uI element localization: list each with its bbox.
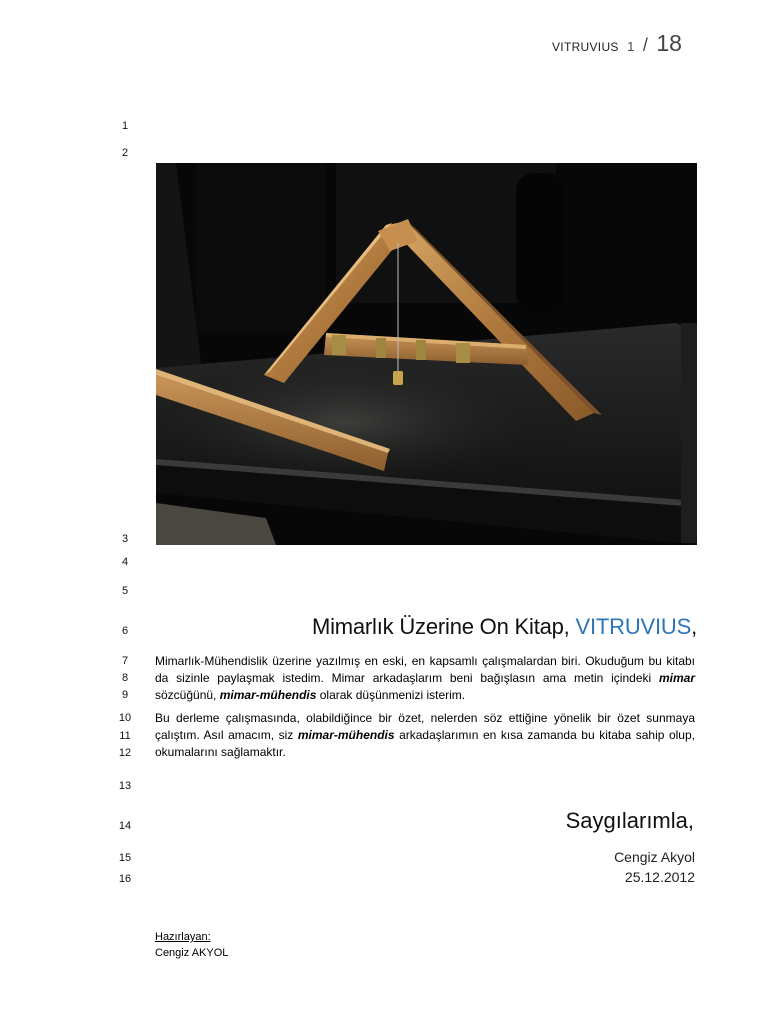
line-number: 9 xyxy=(121,689,129,701)
para1-text-2: sözcüğünü, xyxy=(155,687,220,702)
para1-emphasis-mimar: mimar xyxy=(658,670,695,685)
line-number: 12 xyxy=(118,747,132,759)
book-title xyxy=(312,614,697,640)
header-page-number: 1 xyxy=(627,39,635,54)
line-number: 13 xyxy=(118,780,132,792)
header-total-pages: 18 xyxy=(656,30,682,56)
signature-name: Cengiz Akyol xyxy=(614,849,695,865)
para1-emphasis-mimar-muhendis: mimar-mühendis xyxy=(219,687,317,702)
signature-date: 25.12.2012 xyxy=(624,869,695,885)
header-doc-name: VITRUVIUS xyxy=(552,40,619,54)
para1-text-3: olarak düşünmenizi isterim. xyxy=(316,687,466,702)
line-number: 4 xyxy=(121,556,129,568)
title-tail: , xyxy=(691,614,697,639)
para2-text-1: Bu derleme çalışmasında, olabildiğince bir özet, nelerden söz ettiğine yönelik bir özet sunmaya çalıştım. Asıl amacım, siz xyxy=(155,711,695,742)
header-separator: / xyxy=(642,35,648,55)
para2-emphasis-mimar-muhendis: mimar-mühendis xyxy=(297,727,395,742)
para2-text-2: arkadaşlarımın en kısa zamanda bu kitaba sahip olup, okumalarını sağlamaktır. xyxy=(155,727,695,759)
para1-text-1: Mimarlık-Mühendislik üzerine yazılmış en eski, en kapsamlı çalışmalardan biri. Okuduğum bu kitabı da sizinle paylaşmak istedim. Mimar arkadaşlarım beni bağışlasın ama metin içindeki xyxy=(155,654,695,685)
a-frame-level-photo xyxy=(156,163,697,545)
title-text: Mimarlık Üzerine On Kitap, xyxy=(311,614,576,639)
line-number: 2 xyxy=(121,147,129,159)
purpose-paragraph xyxy=(155,710,695,760)
line-number: 15 xyxy=(118,852,132,864)
line-number: 8 xyxy=(121,672,129,684)
page-header xyxy=(552,30,682,57)
line-number: 6 xyxy=(121,625,129,637)
line-number: 16 xyxy=(118,873,132,885)
title-accent-vitruvius: VITRUVIUS xyxy=(575,614,692,639)
line-number: 1 xyxy=(121,120,129,132)
line-number: 5 xyxy=(121,585,129,597)
intro-paragraph xyxy=(155,653,695,703)
closing-salutation: Saygılarımla, xyxy=(565,808,694,833)
line-number: 3 xyxy=(121,533,129,545)
line-number: 10 xyxy=(118,712,132,724)
prepared-by-label: Hazırlayan: xyxy=(155,931,211,943)
line-number: 14 xyxy=(118,820,132,832)
line-number: 11 xyxy=(119,730,131,742)
prepared-by-name: Cengiz AKYOL xyxy=(155,947,229,959)
line-number: 7 xyxy=(121,655,129,667)
